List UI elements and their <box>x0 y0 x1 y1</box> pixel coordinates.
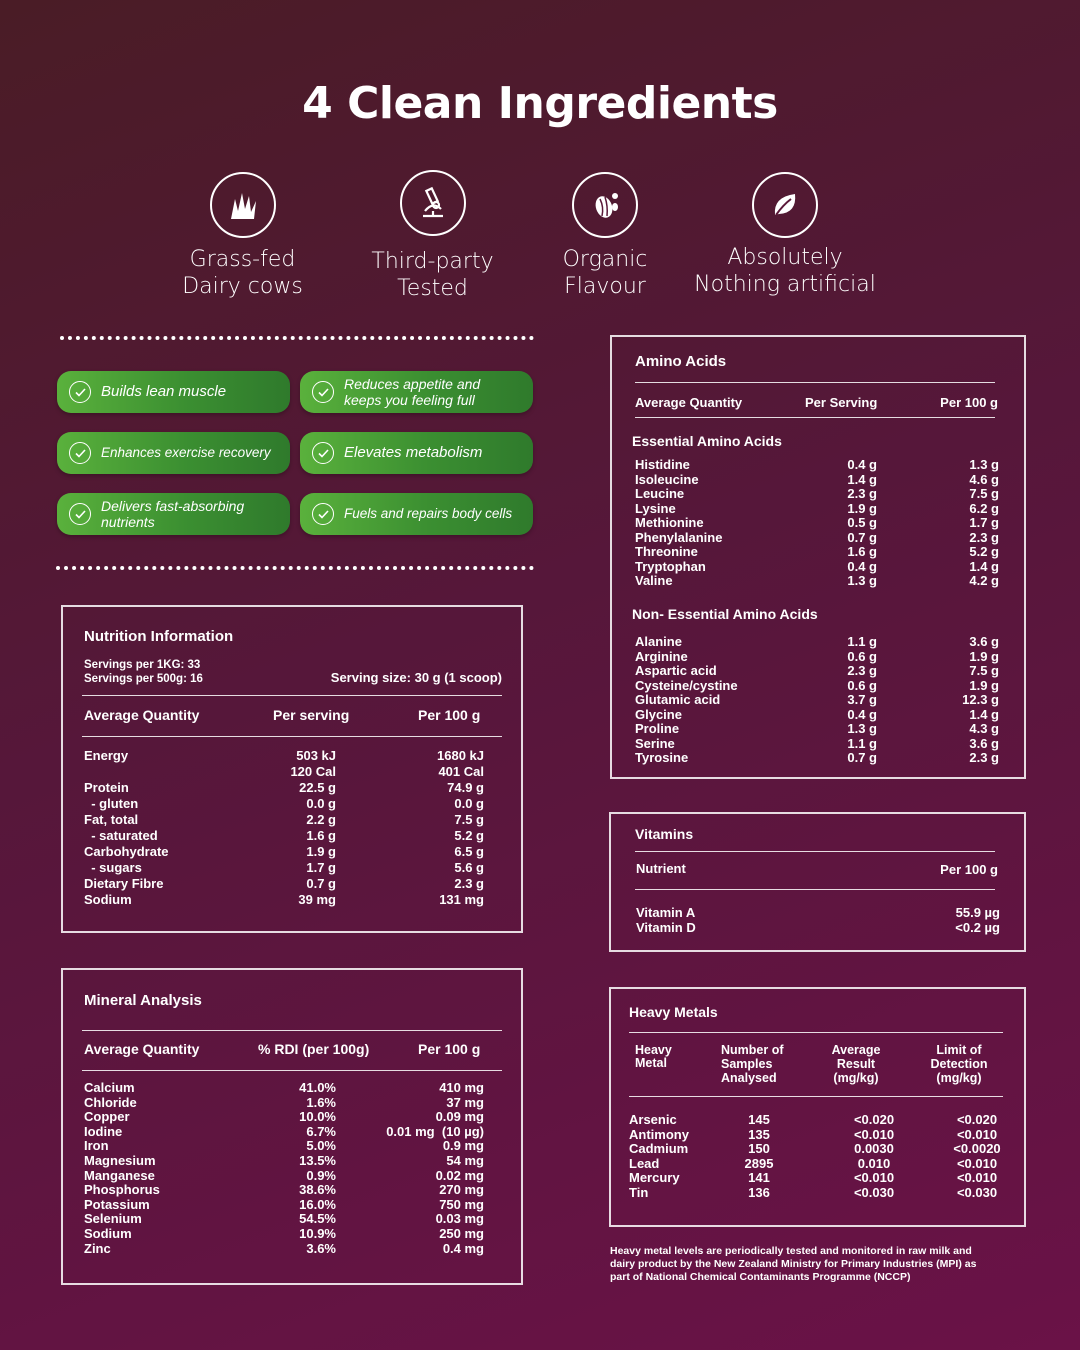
table-row <box>635 722 999 737</box>
table-cell: 2.2 g <box>306 812 336 827</box>
table-row <box>84 1183 484 1198</box>
table-cell: Energy <box>84 748 129 763</box>
table-cell: Tryptophan <box>635 558 706 574</box>
dotted-divider <box>60 336 534 340</box>
table-cell: 0.01 mg (10 µg) <box>386 1123 484 1139</box>
table-cell: 3.6% <box>306 1240 336 1256</box>
table-row <box>629 1186 1009 1201</box>
table-cell: <0.2 µg <box>955 919 1000 935</box>
col-header: Per Serving <box>805 395 878 410</box>
feature-label: Third-party <box>371 249 494 274</box>
table-cell: Antimony <box>629 1126 689 1142</box>
table-row <box>84 1139 484 1154</box>
table-row <box>629 1157 1009 1172</box>
table-row <box>84 1169 484 1184</box>
table-row <box>84 1096 484 1111</box>
vitamins-table <box>636 906 1000 935</box>
vitamins-panel <box>609 812 1026 952</box>
table-cell: 10.0% <box>299 1109 336 1125</box>
table-row <box>84 1110 484 1125</box>
table-cell: 7.5 g <box>969 486 999 501</box>
table-cell: 2.3 g <box>454 876 484 891</box>
table-cell: Vitamin D <box>636 919 696 935</box>
col-header: Average Quantity <box>635 395 743 410</box>
table-cell: 16.0% <box>299 1196 336 1212</box>
table-cell: Calcium <box>84 1080 135 1095</box>
amino-panel <box>610 335 1026 779</box>
feature-nothing-artificial <box>690 172 880 298</box>
table-cell: 37 mg <box>446 1094 484 1110</box>
amino-title: Amino Acids <box>635 353 727 370</box>
col-header: (mg/kg) <box>833 1071 879 1085</box>
col-header: Limit of <box>936 1043 982 1057</box>
benefit-text: Enhances exercise recovery <box>101 445 271 460</box>
table-cell: 135 <box>748 1126 770 1142</box>
heavy-metals-title: Heavy Metals <box>629 1004 718 1020</box>
col-header: Result <box>836 1057 876 1071</box>
table-cell: Arginine <box>635 648 688 664</box>
table-row <box>84 892 484 908</box>
col-header: Average Quantity <box>84 1041 200 1057</box>
serving-size: Serving size: 30 g (1 scoop) <box>330 670 502 685</box>
table-row <box>635 693 999 708</box>
table-cell: 250 mg <box>439 1225 484 1241</box>
table-row <box>635 737 999 752</box>
check-circle-icon <box>312 503 334 525</box>
table-row <box>84 1242 484 1257</box>
table-cell: 0.5 g <box>847 515 877 530</box>
table-cell: Phenylalanine <box>635 529 723 545</box>
col-header: Per 100 g <box>418 707 481 723</box>
table-cell: Tin <box>629 1184 649 1200</box>
table-cell: 4.6 g <box>969 471 999 487</box>
benefit-text: Delivers fast-absorbing <box>101 498 245 514</box>
col-header: Per 100 g <box>940 395 998 410</box>
table-cell: Iodine <box>84 1123 123 1139</box>
table-row <box>636 921 1000 936</box>
table-cell: 0.0 g <box>306 796 336 811</box>
divider <box>629 1032 1003 1033</box>
col-header: Metal <box>635 1056 667 1070</box>
grass-icon <box>210 172 276 238</box>
table-cell: <0.0020 <box>953 1141 1001 1157</box>
table-cell: 0.4 g <box>847 706 877 722</box>
table-cell: 1.4 g <box>969 558 999 574</box>
divider <box>629 1096 1003 1097</box>
table-cell: Potassium <box>84 1196 150 1212</box>
table-cell: 0.6 g <box>847 648 877 664</box>
table-cell: 2.3 g <box>969 750 999 765</box>
table-cell: 3.6 g <box>969 735 999 751</box>
table-cell: 1.7 g <box>969 515 999 530</box>
table-cell: 38.6% <box>299 1182 336 1198</box>
leaf-icon <box>752 172 818 238</box>
table-cell: 141 <box>748 1170 770 1186</box>
table-cell: 2.3 g <box>847 486 877 501</box>
table-cell: 0.9% <box>306 1167 336 1183</box>
benefit-pill <box>300 493 533 535</box>
table-cell: 0.9 mg <box>442 1138 484 1154</box>
table-cell: <0.030 <box>853 1184 895 1200</box>
table-cell: <0.030 <box>956 1184 998 1200</box>
table-cell: Alanine <box>635 634 682 649</box>
benefit-pill <box>300 371 533 413</box>
table-cell: 136 <box>748 1184 770 1200</box>
table-row <box>635 516 999 531</box>
table-cell: <0.010 <box>853 1170 895 1186</box>
table-cell: 2.3 g <box>969 529 999 545</box>
table-row <box>84 796 484 812</box>
table-cell: 6.2 g <box>969 500 999 516</box>
table-row <box>84 1212 484 1227</box>
table-row <box>635 664 999 679</box>
table-cell: 1680 kJ <box>437 748 484 763</box>
feature-organic <box>525 172 685 300</box>
benefit-text: Fuels and repairs body cells <box>344 506 513 521</box>
col-header: Nutrient <box>636 861 686 876</box>
benefit-pill <box>300 432 533 474</box>
check-circle-icon <box>69 442 91 464</box>
table-cell: 5.2 g <box>454 828 484 843</box>
table-row <box>635 574 999 589</box>
table-cell: 1.4 g <box>847 471 877 487</box>
mineral-panel <box>61 968 523 1285</box>
table-cell: Phosphorus <box>84 1182 160 1198</box>
nonessential-table <box>635 635 999 766</box>
table-row <box>84 828 484 844</box>
col-header: Average <box>831 1043 881 1057</box>
table-row <box>84 1198 484 1213</box>
table-row <box>84 1227 484 1242</box>
table-row <box>636 906 1000 921</box>
table-cell: Arsenic <box>629 1112 677 1127</box>
col-header: Detection <box>930 1057 988 1071</box>
table-cell: 1.3 g <box>847 573 877 588</box>
benefit-pill <box>57 371 290 413</box>
table-cell: <0.020 <box>853 1112 895 1127</box>
cacao-icon <box>572 172 638 238</box>
table-cell: 0.7 g <box>306 876 336 891</box>
table-row <box>629 1113 1009 1128</box>
table-cell: Threonine <box>635 544 698 559</box>
table-cell: 0.4 g <box>847 457 877 472</box>
table-cell: 1.3 g <box>969 457 999 472</box>
table-cell: 131 mg <box>439 892 484 907</box>
table-row <box>635 751 999 766</box>
table-row <box>629 1128 1009 1143</box>
footnote-line: Heavy metal levels are periodically tested and monitored in raw milk and <box>610 1245 972 1257</box>
table-cell: 13.5% <box>299 1152 336 1168</box>
table-row <box>635 473 999 488</box>
feature-grass-fed <box>160 172 325 300</box>
table-cell: 0.4 mg <box>442 1240 484 1256</box>
col-header: % RDI (per 100g) <box>258 1041 370 1057</box>
benefit-pill <box>57 432 290 474</box>
table-cell: Lead <box>629 1155 660 1171</box>
microscope-icon <box>400 170 466 236</box>
feature-third-party <box>350 170 515 302</box>
table-row <box>84 860 484 876</box>
table-row <box>84 780 484 796</box>
servings-500g: Servings per 500g: 16 <box>84 673 203 685</box>
footnote-line: dairy product by the New Zealand Ministry for Primary Industries (MPI) as <box>610 1258 977 1270</box>
table-cell: 2895 <box>744 1155 774 1171</box>
table-cell: Manganese <box>84 1167 155 1183</box>
table-cell: 1.1 g <box>847 735 877 751</box>
table-cell: 55.9 µg <box>955 905 1000 920</box>
table-cell: 0.09 mg <box>435 1109 484 1125</box>
servings-1kg: Servings per 1KG: 33 <box>84 659 201 671</box>
table-cell: Serine <box>635 735 675 751</box>
check-circle-icon <box>312 442 334 464</box>
table-cell: - saturated <box>84 828 158 843</box>
benefit-text: Elevates metabolism <box>344 444 483 461</box>
table-cell: 503 kJ <box>296 748 336 763</box>
table-row <box>635 531 999 546</box>
table-cell: 0.6 g <box>847 677 877 693</box>
table-row <box>84 748 484 764</box>
essential-title: Essential Amino Acids <box>632 433 782 449</box>
table-row <box>635 545 999 560</box>
nutrition-title: Nutrition Information <box>84 628 234 645</box>
dotted-divider <box>56 566 534 570</box>
table-row <box>635 458 999 473</box>
table-cell: 0.0030 <box>854 1141 894 1157</box>
feature-label: Tested <box>397 276 468 301</box>
table-cell: 0.0 g <box>454 796 484 811</box>
table-cell: Leucine <box>635 486 685 501</box>
table-cell: 2.3 g <box>847 663 877 678</box>
table-cell: Tyrosine <box>635 750 689 765</box>
table-cell: Dietary Fibre <box>84 876 164 891</box>
table-cell: 4.2 g <box>969 573 999 588</box>
table-cell: 1.9 g <box>306 844 336 859</box>
table-cell: Sodium <box>84 1225 132 1241</box>
col-header: Per 100 g <box>418 1041 481 1057</box>
table-cell: Valine <box>635 573 673 588</box>
table-cell: Cadmium <box>629 1141 689 1157</box>
table-cell: 1.6 g <box>306 828 336 843</box>
feature-label: Nothing artificial <box>694 272 876 297</box>
check-circle-icon <box>312 381 334 403</box>
table-cell: 3.6 g <box>969 634 999 649</box>
essential-table <box>635 458 999 589</box>
table-row <box>84 1125 484 1140</box>
benefit-text: Reduces appetite and <box>344 376 481 392</box>
table-row <box>629 1142 1009 1157</box>
footnote-line: part of National Chemical Contaminants Programme (NCCP) <box>610 1271 911 1283</box>
col-header: Heavy <box>635 1043 672 1057</box>
table-cell: 39 mg <box>298 892 336 907</box>
table-cell: <0.010 <box>956 1155 998 1171</box>
divider <box>635 382 995 383</box>
table-cell: 1.9 g <box>969 648 999 664</box>
table-cell: Fat, total <box>84 812 139 827</box>
table-cell: Vitamin A <box>636 905 696 920</box>
table-cell: 120 Cal <box>290 764 336 779</box>
table-cell: 7.5 g <box>454 812 484 827</box>
table-row <box>635 502 999 517</box>
divider <box>82 695 502 696</box>
divider <box>82 1070 502 1071</box>
table-cell: 1.9 g <box>969 677 999 693</box>
mineral-title: Mineral Analysis <box>84 992 202 1009</box>
nutrition-table <box>84 748 484 908</box>
table-cell: 22.5 g <box>299 780 336 795</box>
mineral-table <box>84 1081 484 1256</box>
feature-label: Organic <box>562 247 648 272</box>
divider <box>635 889 995 890</box>
page-title: 4 Clean Ingredients <box>302 78 778 129</box>
nonessential-title: Non- Essential Amino Acids <box>632 606 818 622</box>
table-cell: 54.5% <box>299 1211 336 1227</box>
table-cell: 3.7 g <box>847 692 877 707</box>
table-row <box>84 1154 484 1169</box>
check-circle-icon <box>69 381 91 403</box>
nutrition-panel <box>61 605 523 933</box>
table-row <box>84 1081 484 1096</box>
table-cell: - sugars <box>84 860 142 875</box>
check-circle-icon <box>69 503 91 525</box>
feature-label: Dairy cows <box>182 274 303 299</box>
table-cell: 1.4 g <box>969 706 999 722</box>
table-cell: 54 mg <box>446 1152 484 1168</box>
table-cell: Aspartic acid <box>635 663 717 678</box>
table-row <box>84 764 484 780</box>
col-header: Per serving <box>273 707 350 723</box>
table-cell: Cysteine/cystine <box>635 677 738 693</box>
table-cell: Methionine <box>635 515 704 530</box>
table-cell: Sodium <box>84 892 132 907</box>
table-cell: Mercury <box>629 1170 680 1186</box>
benefit-pill <box>57 493 290 535</box>
table-cell: Carbohydrate <box>84 844 169 859</box>
feature-label: Flavour <box>564 274 646 299</box>
table-row <box>84 876 484 892</box>
heavy-metals-panel <box>609 987 1026 1227</box>
table-row <box>84 812 484 828</box>
table-cell: 0.02 mg <box>435 1167 484 1183</box>
table-cell: Selenium <box>84 1211 142 1227</box>
benefit-text: Builds lean muscle <box>101 383 227 400</box>
table-cell: Isoleucine <box>635 471 699 487</box>
table-row <box>635 560 999 575</box>
table-row <box>635 708 999 723</box>
table-cell: 150 <box>748 1141 770 1157</box>
footnote <box>610 1245 1030 1284</box>
benefit-text: nutrients <box>101 514 155 530</box>
table-cell: 5.0% <box>306 1138 336 1154</box>
vitamins-title: Vitamins <box>635 826 694 842</box>
col-header: Samples <box>721 1057 773 1071</box>
table-cell: 270 mg <box>439 1182 484 1198</box>
divider <box>82 1030 502 1031</box>
table-cell: 5.6 g <box>454 860 484 875</box>
table-cell: Protein <box>84 780 129 795</box>
table-cell: 0.7 g <box>847 529 877 545</box>
table-cell: 750 mg <box>439 1196 484 1212</box>
table-cell: 1.9 g <box>847 500 877 516</box>
col-header: Analysed <box>721 1071 777 1085</box>
table-cell: 0.4 g <box>847 558 877 574</box>
table-cell: 6.5 g <box>454 844 484 859</box>
table-row <box>635 635 999 650</box>
table-cell: 0.7 g <box>847 750 877 765</box>
divider <box>635 851 995 852</box>
table-cell: 1.6 g <box>847 544 877 559</box>
table-cell: Chloride <box>84 1094 137 1110</box>
table-cell: 4.3 g <box>969 721 999 736</box>
table-cell: 41.0% <box>299 1080 336 1095</box>
table-row <box>635 679 999 694</box>
table-cell: <0.010 <box>853 1126 895 1142</box>
table-cell: 10.9% <box>299 1225 336 1241</box>
heavy-metals-table <box>629 1113 1009 1201</box>
col-header: (mg/kg) <box>936 1071 982 1085</box>
divider <box>635 417 995 418</box>
table-cell: 1.6% <box>306 1094 336 1110</box>
table-cell: <0.010 <box>956 1170 998 1186</box>
table-cell: 1.1 g <box>847 634 877 649</box>
table-row <box>629 1171 1009 1186</box>
table-cell: <0.010 <box>956 1126 998 1142</box>
table-cell: 5.2 g <box>969 544 999 559</box>
table-row <box>84 844 484 860</box>
table-cell: Magnesium <box>84 1152 156 1168</box>
table-cell: Zinc <box>84 1240 111 1256</box>
table-cell: - gluten <box>84 796 139 811</box>
table-cell: 0.03 mg <box>435 1211 484 1227</box>
table-cell: 401 Cal <box>438 764 484 779</box>
table-cell: 1.3 g <box>847 721 877 736</box>
col-header: Per 100 g <box>940 862 998 877</box>
feature-label: Absolutely <box>727 245 843 270</box>
col-header: Number of <box>721 1043 784 1057</box>
table-cell: 7.5 g <box>969 663 999 678</box>
table-cell: Iron <box>84 1138 109 1154</box>
feature-label: Grass-fed <box>189 247 296 272</box>
table-row <box>635 650 999 665</box>
table-cell: Glycine <box>635 706 682 722</box>
table-row <box>635 487 999 502</box>
table-cell: Copper <box>84 1109 130 1125</box>
table-cell: 0.010 <box>857 1155 891 1171</box>
table-cell: Glutamic acid <box>635 692 721 707</box>
table-cell: Histidine <box>635 457 690 472</box>
table-cell: Lysine <box>635 500 676 516</box>
table-cell: 410 mg <box>439 1080 484 1095</box>
benefit-text: keeps you feeling full <box>344 392 475 408</box>
table-cell: 12.3 g <box>962 692 999 707</box>
table-cell: 145 <box>748 1112 770 1127</box>
col-header: Average Quantity <box>84 707 200 723</box>
table-cell: 74.9 g <box>447 780 484 795</box>
table-cell: Proline <box>635 721 680 736</box>
table-cell: 1.7 g <box>306 860 336 875</box>
table-cell: <0.020 <box>956 1112 998 1127</box>
table-cell: 6.7% <box>306 1123 336 1139</box>
divider <box>82 736 502 737</box>
